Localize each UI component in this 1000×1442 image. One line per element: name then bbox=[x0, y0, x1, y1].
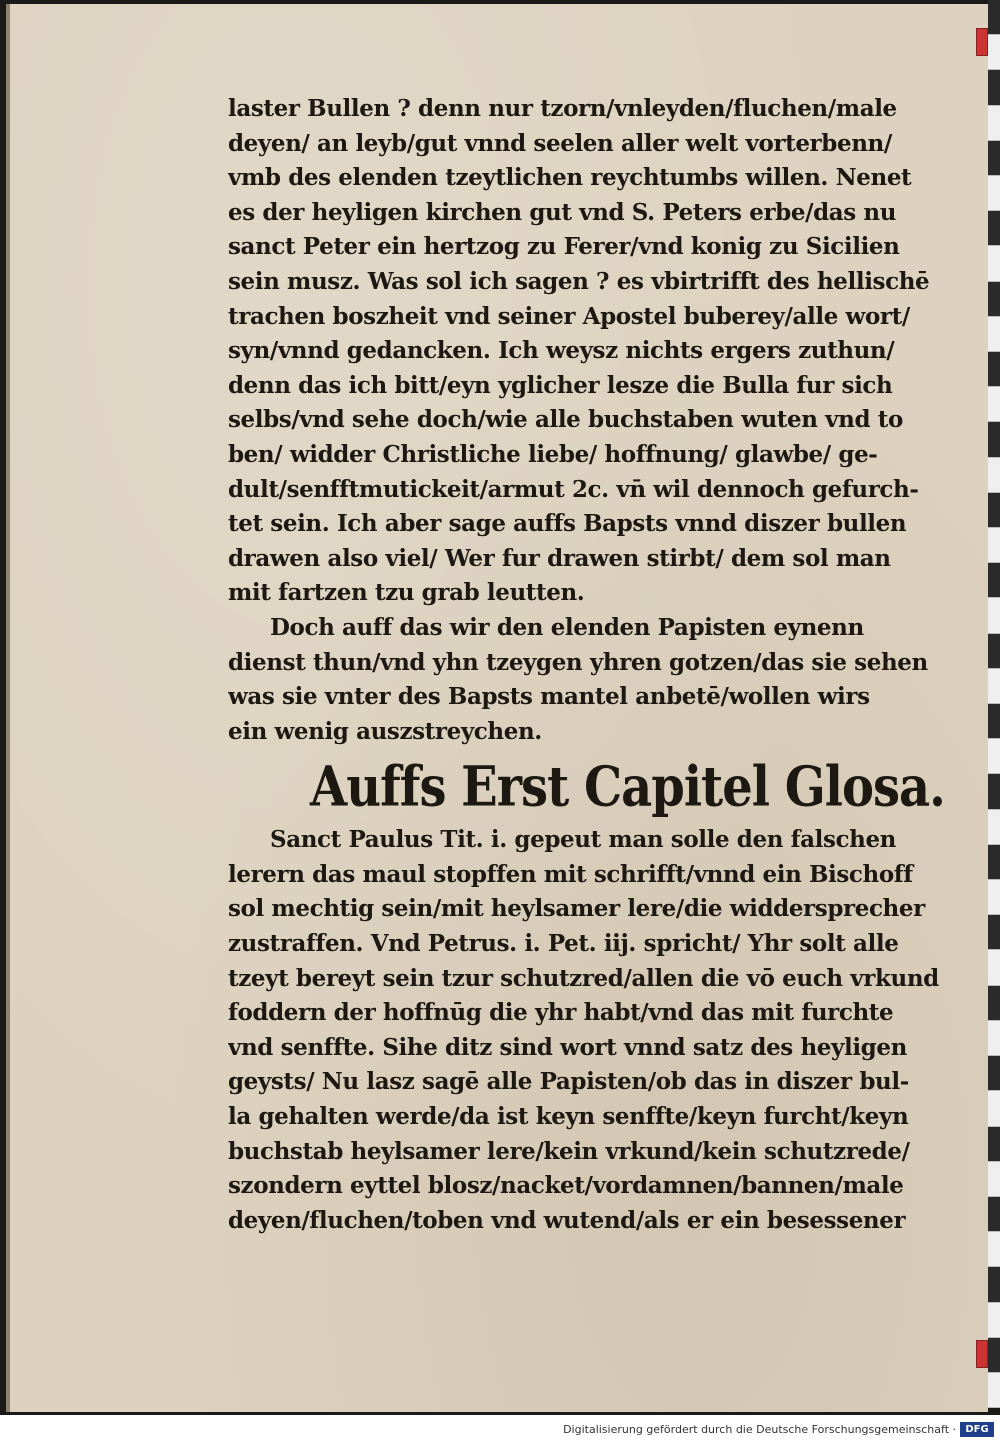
scale-segment bbox=[988, 704, 1000, 739]
scale-segment bbox=[988, 1127, 1000, 1162]
chapter-heading: Auffs Erst Capitel Glosa. bbox=[310, 755, 945, 820]
scale-segment bbox=[988, 1021, 1000, 1056]
scale-segment bbox=[988, 1197, 1000, 1232]
text-line: deyen/fluchen/toben vnd wutend/als er ein besessener bbox=[228, 1206, 906, 1234]
scale-segment bbox=[988, 1373, 1000, 1408]
page-edge bbox=[6, 4, 10, 1412]
scale-segment bbox=[988, 1091, 1000, 1126]
scale-segment bbox=[988, 1303, 1000, 1338]
text-line: lerern das maul stopffen mit schrifft/vnnd ein Bischoff bbox=[228, 860, 913, 888]
text-line: geysts/ Nu lasz sagē alle Papisten/ob das in diszer bul- bbox=[228, 1068, 909, 1096]
text-line: laster Bullen ? denn nur tzorn/vnleyden/fluchen/male bbox=[228, 95, 897, 122]
text-line: denn das ich bitt/eyn yglicher lesze die Bulla fur sich bbox=[228, 371, 893, 399]
text-line: sein musz. Was sol ich sagen ? es vbirtrifft des hellischē bbox=[228, 267, 930, 295]
scale-segment bbox=[988, 1267, 1000, 1302]
scale-segment bbox=[988, 106, 1000, 141]
scale-segment bbox=[988, 176, 1000, 211]
text-line: Doch auff das wir den elenden Papisten eynenn bbox=[270, 613, 864, 641]
scale-segment bbox=[988, 915, 1000, 950]
text-line: trachen boszheit vnd seiner Apostel buberey/alle wort/ bbox=[228, 302, 910, 330]
dfg-logo: DFG bbox=[960, 1422, 994, 1437]
scale-segment bbox=[988, 986, 1000, 1021]
text-line: was sie vnter des Bapsts mantel anbetē/wollen wirs bbox=[228, 683, 870, 711]
book-page bbox=[6, 4, 988, 1412]
text-line: ein wenig auszstreychen. bbox=[228, 717, 542, 745]
scale-segment bbox=[988, 0, 1000, 35]
funding-credit: Digitalisierung gefördert durch die Deutsche Forschungsgemeinschaft · bbox=[563, 1423, 956, 1436]
scale-segment bbox=[988, 950, 1000, 985]
text-line: vnd senffte. Sihe ditz sind wort vnnd satz des heyligen bbox=[228, 1033, 907, 1061]
text-line: szondern eyttel blosz/nacket/vordamnen/bannen/male bbox=[228, 1172, 904, 1200]
paragraph-top bbox=[228, 92, 956, 749]
text-line: deyen/ an leyb/gut vnnd seelen aller welt vorterbenn/ bbox=[228, 129, 892, 157]
scale-segment bbox=[988, 422, 1000, 457]
scale-segment bbox=[988, 880, 1000, 915]
scale-segment bbox=[988, 387, 1000, 422]
scale-segment bbox=[988, 563, 1000, 598]
text-line: foddern der hoffnūg die yhr habt/vnd das mit furchte bbox=[228, 999, 894, 1027]
text-line: buchstab heylsamer lere/kein vrkund/kein schutzrede/ bbox=[228, 1137, 910, 1165]
text-line: tzeyt bereyt sein tzur schutzred/allen die vō euch vrkund bbox=[228, 964, 939, 992]
text-line: zustraffen. Vnd Petrus. i. Pet. iij. spricht/ Yhr solt alle bbox=[228, 930, 899, 958]
scale-segment bbox=[988, 598, 1000, 633]
footer bbox=[0, 1420, 1000, 1442]
text-line: dienst thun/vnd yhn tzeygen yhren gotzen/das sie sehen bbox=[228, 648, 928, 676]
color-scale-bar bbox=[988, 0, 1000, 1408]
text-line: la gehalten werde/da ist keyn senffte/keyn furcht/keyn bbox=[228, 1103, 909, 1131]
scale-segment bbox=[988, 35, 1000, 70]
scale-segment bbox=[988, 774, 1000, 809]
text-line: syn/vnnd gedancken. Ich weysz nichts ergers zuthun/ bbox=[228, 337, 895, 365]
text-line: mit fartzen tzu grab leutten. bbox=[228, 579, 585, 607]
scale-segment bbox=[988, 1162, 1000, 1197]
text-line: sanct Peter ein hertzog zu Ferer/vnd konig zu Sicilien bbox=[228, 233, 900, 261]
scale-segment bbox=[988, 458, 1000, 493]
text-line: selbs/vnd sehe doch/wie alle buchstaben wuten vnd to bbox=[228, 406, 903, 434]
text-line: drawen also viel/ Wer fur drawen stirbt/ dem sol man bbox=[228, 544, 891, 572]
scale-segment bbox=[988, 634, 1000, 669]
text-line: dult/senfftmutickeit/armut 2c. vn̄ wil dennoch gefurch- bbox=[228, 475, 919, 503]
scale-segment bbox=[988, 845, 1000, 880]
scale-segment bbox=[988, 1338, 1000, 1373]
scale-segment bbox=[988, 141, 1000, 176]
text-line: tet sein. Ich aber sage auffs Bapsts vnnd diszer bullen bbox=[228, 510, 907, 538]
scale-segment bbox=[988, 739, 1000, 774]
text-line: es der heyligen kirchen gut vnd S. Peters erbe/das nu bbox=[228, 198, 897, 226]
text-line: ben/ widder Christliche liebe/ hoffnung/ glawbe/ ge- bbox=[228, 440, 878, 468]
scale-segment bbox=[988, 528, 1000, 563]
text-line: Sanct Paulus Tit. i. gepeut man solle den falschen bbox=[270, 826, 896, 854]
scale-segment bbox=[988, 70, 1000, 105]
scale-segment bbox=[988, 1056, 1000, 1091]
scale-segment bbox=[988, 282, 1000, 317]
scale-marker-top bbox=[976, 28, 988, 56]
text-line: vmb des elenden tzeytlichen reychtumbs willen. Nenet bbox=[228, 164, 912, 192]
scale-segment bbox=[988, 211, 1000, 246]
scale-segment bbox=[988, 669, 1000, 704]
paragraph-bottom bbox=[228, 823, 956, 1238]
scale-segment bbox=[988, 810, 1000, 845]
text-line: sol mechtig sein/mit heylsamer lere/die widdersprecher bbox=[228, 895, 925, 923]
scale-segment bbox=[988, 1232, 1000, 1267]
text-block bbox=[228, 92, 956, 1238]
scale-segment bbox=[988, 493, 1000, 528]
scale-segment bbox=[988, 246, 1000, 281]
scale-segment bbox=[988, 352, 1000, 387]
scale-segment bbox=[988, 317, 1000, 352]
scale-marker-bottom bbox=[976, 1340, 988, 1368]
